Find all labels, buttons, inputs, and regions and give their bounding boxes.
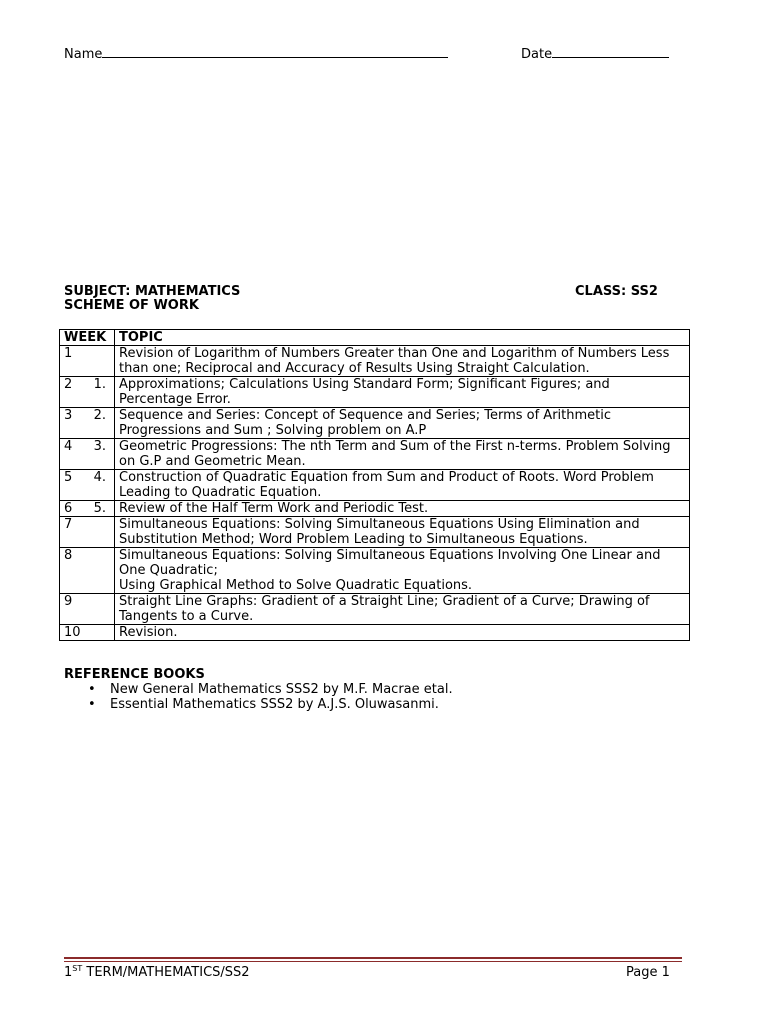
topic-cell: Revision. (115, 625, 690, 641)
table-row (60, 439, 690, 470)
footer-term (64, 965, 250, 980)
week-number: 7 (64, 517, 73, 532)
table-row (60, 377, 690, 408)
scheme-title: SCHEME OF WORK (64, 298, 199, 313)
date-field (521, 45, 669, 62)
week-cell (60, 548, 115, 594)
topic-cell: Straight Line Graphs: Gradient of a Straight Line; Gradient of a Curve; Drawing of Tangents to a Curve. (115, 594, 690, 625)
footer-page-number: Page 1 (626, 965, 670, 980)
subject-heading: SUBJECT: MATHEMATICS (64, 284, 241, 299)
footer-rule-thin (64, 961, 682, 962)
table-header-row (60, 330, 690, 346)
week-cell (60, 346, 115, 377)
table-row (60, 625, 690, 641)
date-underline (552, 45, 669, 58)
topic-cell: Sequence and Series: Concept of Sequence and Series; Terms of Arithmetic Progressions and Sum ; Solving problem on A.P (115, 408, 690, 439)
topic-cell: Revision of Logarithm of Numbers Greater than One and Logarithm of Numbers Less than one; Reciprocal and Accuracy of Results Using Straight Calculation. (115, 346, 690, 377)
list-item (88, 697, 453, 712)
week-sub-number: 5. (93, 501, 106, 516)
footer-rule (64, 957, 682, 959)
list-item (88, 682, 453, 697)
week-cell (60, 625, 115, 641)
footer-term-rest: TERM/MATHEMATICS/SS2 (82, 965, 250, 980)
scheme-of-work-table (59, 329, 690, 641)
week-sub-number: 3. (93, 439, 106, 454)
topic-cell: Construction of Quadratic Equation from Sum and Product of Roots. Word Problem Leading to Quadratic Equation. (115, 470, 690, 501)
week-cell (60, 470, 115, 501)
bullet-icon: • (88, 682, 96, 697)
table-row (60, 594, 690, 625)
week-number: 9 (64, 594, 73, 609)
topic-cell: Simultaneous Equations: Solving Simultaneous Equations Involving One Linear and One Quadratic; Using Graphical Method to Solve Quadratic Equations. (115, 548, 690, 594)
footer-term-suffix: ST (72, 964, 83, 973)
name-field (64, 45, 448, 62)
week-number: 5 (64, 470, 73, 485)
reference-book-title: Essential Mathematics SSS2 by A.J.S. Oluwasanmi. (110, 697, 439, 712)
week-sub-number: 2. (93, 408, 106, 423)
week-cell (60, 408, 115, 439)
date-label: Date (521, 47, 553, 62)
table-row (60, 517, 690, 548)
week-cell (60, 517, 115, 548)
week-sub-number: 1. (93, 377, 106, 392)
week-number: 2 (64, 377, 73, 392)
reference-books-list (88, 682, 453, 712)
table-row (60, 408, 690, 439)
week-number: 3 (64, 408, 73, 423)
week-number: 4 (64, 439, 73, 454)
week-cell (60, 501, 115, 517)
week-number: 8 (64, 548, 73, 563)
week-sub-number: 4. (93, 470, 106, 485)
week-cell (60, 594, 115, 625)
name-underline (102, 45, 448, 58)
week-cell (60, 377, 115, 408)
name-label: Name (64, 47, 103, 62)
table-row (60, 346, 690, 377)
topic-cell: Review of the Half Term Work and Periodic Test. (115, 501, 690, 517)
table-row (60, 548, 690, 594)
topic-cell: Approximations; Calculations Using Standard Form; Significant Figures; and Percentage Error. (115, 377, 690, 408)
reference-books-title: REFERENCE BOOKS (64, 667, 205, 682)
week-number: 6 (64, 501, 73, 516)
table-row (60, 501, 690, 517)
week-number: 1 (64, 346, 73, 361)
topic-cell: Simultaneous Equations: Solving Simultaneous Equations Using Elimination and Substitution Method; Word Problem Leading to Simultaneous Equations. (115, 517, 690, 548)
week-cell (60, 439, 115, 470)
week-number: 10 (64, 625, 81, 640)
column-header-week: WEEK (60, 330, 115, 346)
footer-term-number: 1 (64, 965, 73, 980)
bullet-icon: • (88, 697, 96, 712)
table-row (60, 470, 690, 501)
topic-cell: Geometric Progressions: The nth Term and Sum of the First n-terms. Problem Solving on G.P and Geometric Mean. (115, 439, 690, 470)
reference-book-title: New General Mathematics SSS2 by M.F. Macrae etal. (110, 682, 453, 697)
class-heading: CLASS: SS2 (575, 284, 658, 299)
column-header-topic: TOPIC (115, 330, 690, 346)
